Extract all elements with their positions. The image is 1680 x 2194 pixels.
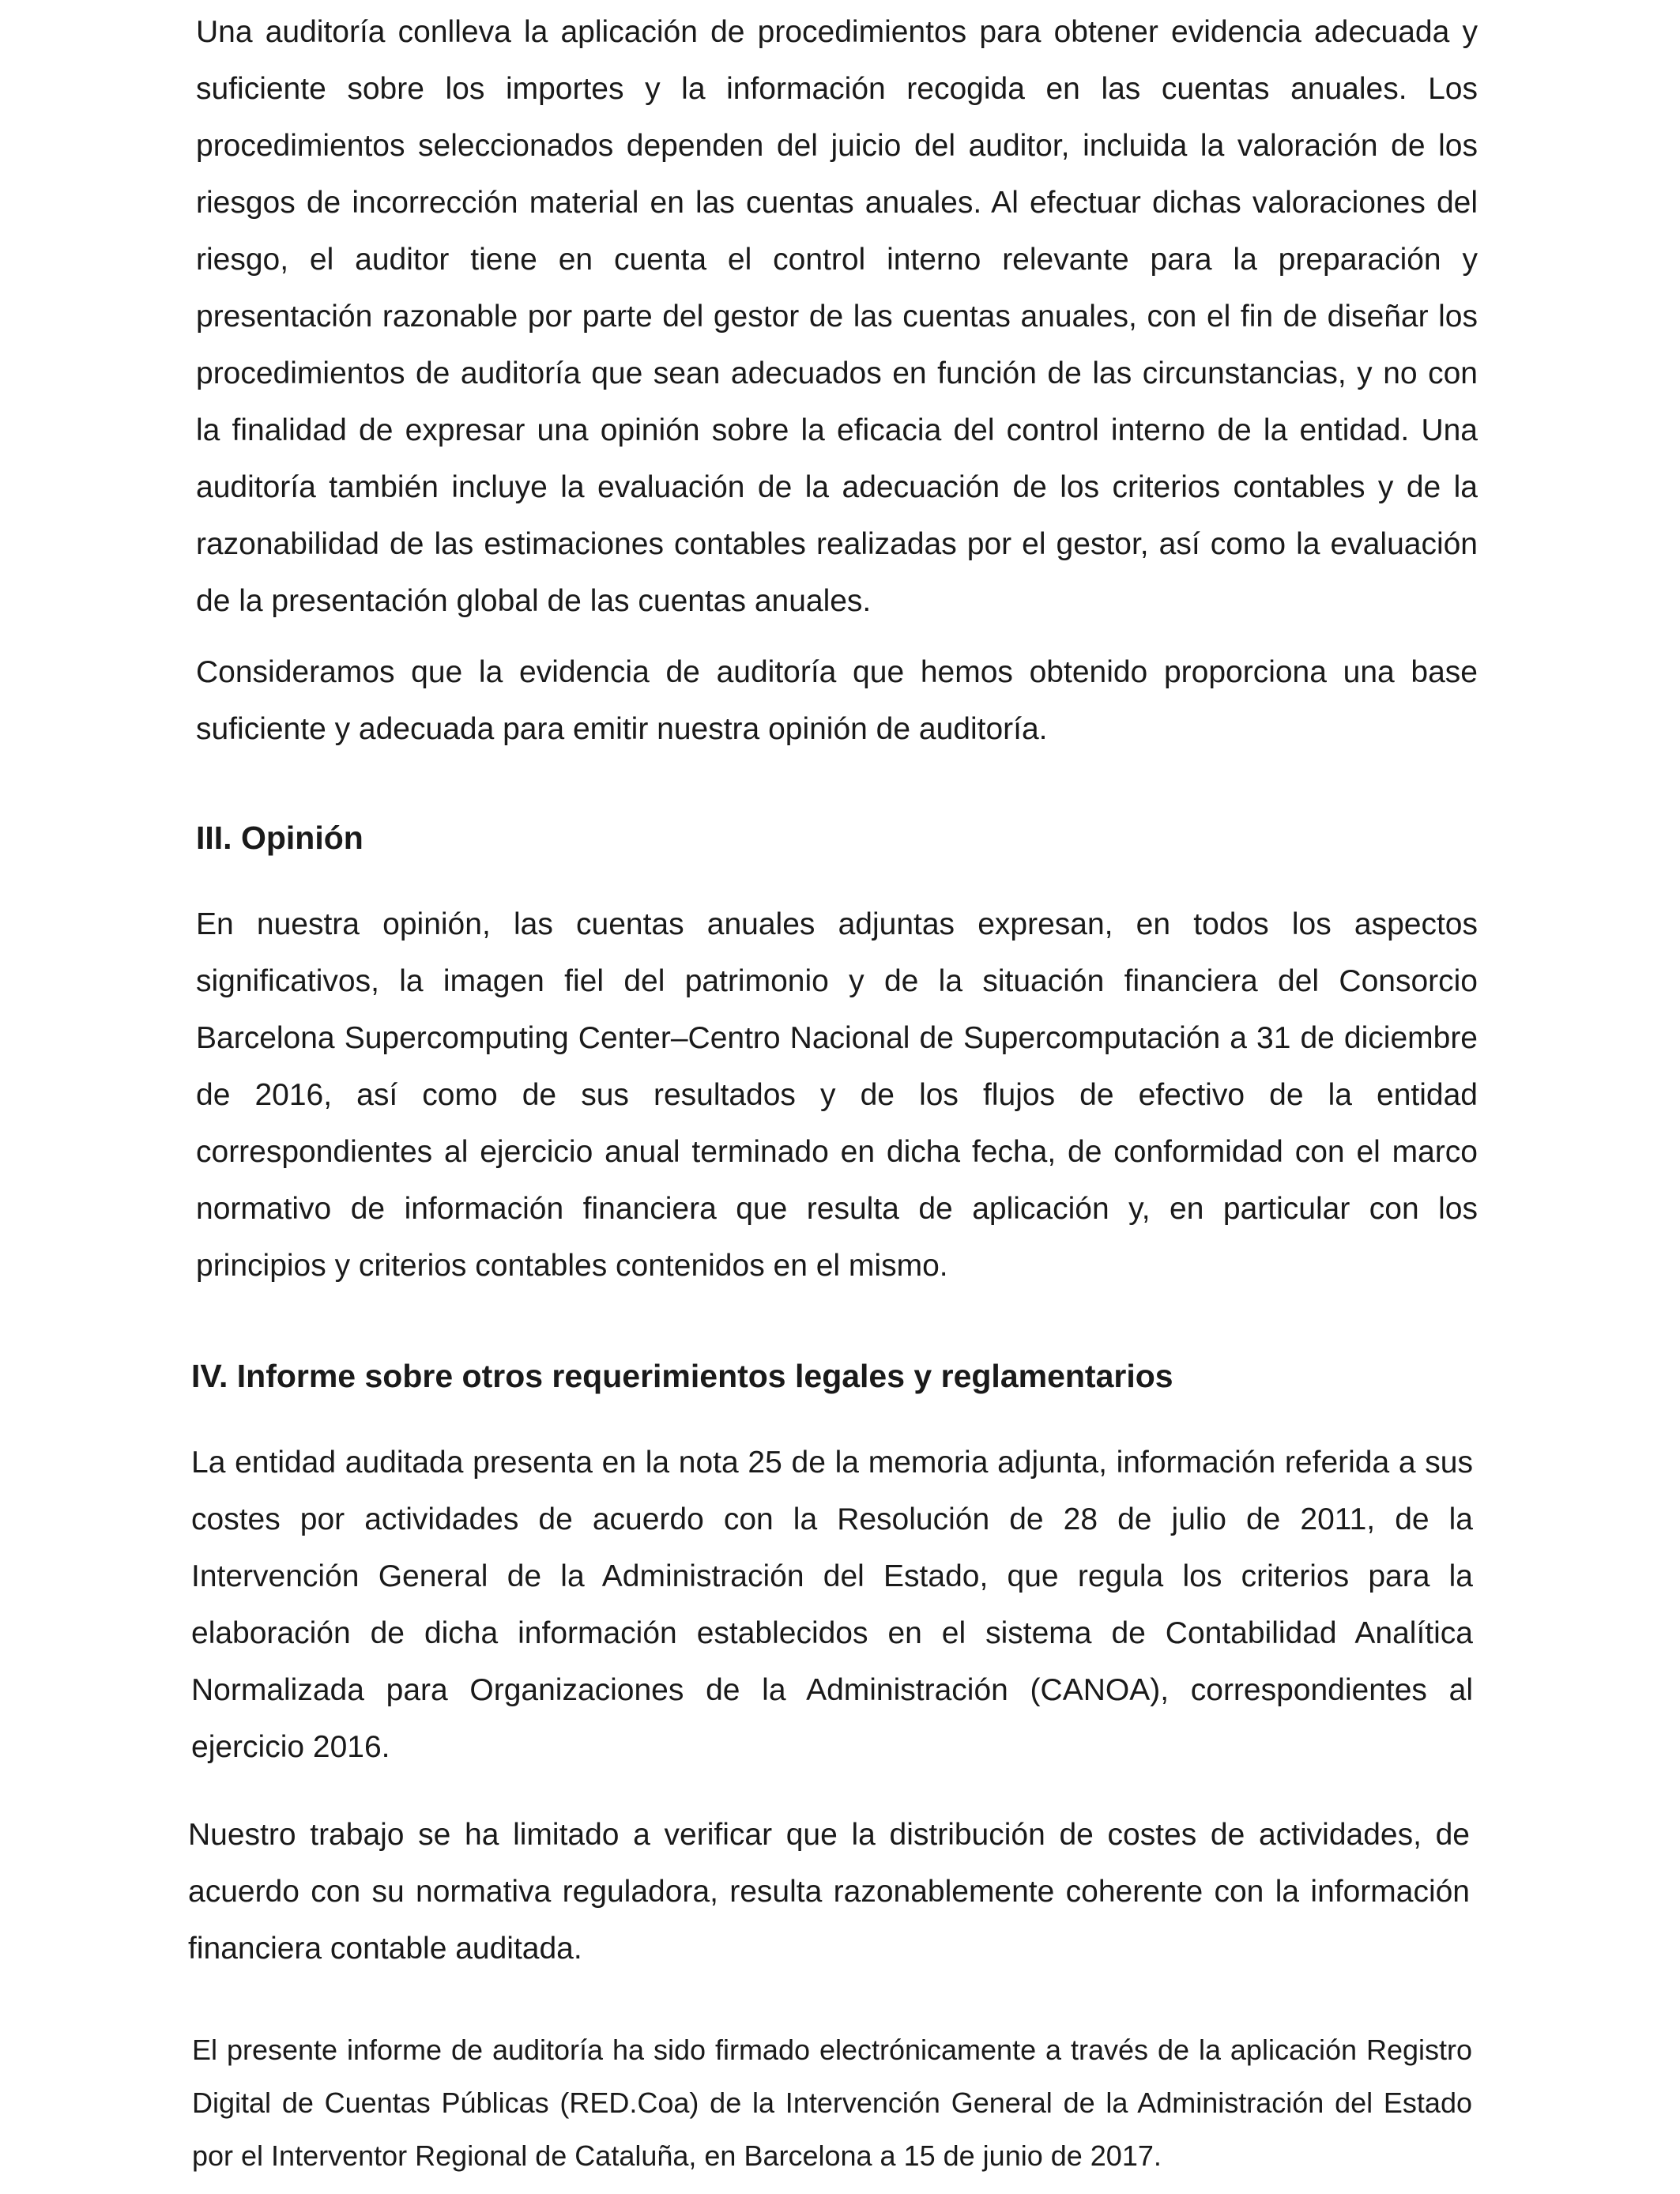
work-scope-paragraph: Nuestro trabajo se ha limitado a verificar que la distribución de costes de actividades, de acuerdo con su normativa reguladora, resulta razonablemente coherente con la información financiera contable auditada. xyxy=(188,1818,1470,1966)
opinion-paragraph: En nuestra opinión, las cuentas anuales adjuntas expresan, en todos los aspectos significativos, la imagen fiel del patrimonio y de la situación financiera del Consorcio Barcelona Supercomputing Center–Centro Nacional de Supercomputación a 31 de diciembre de 2016, así como de sus resultados y de los flujos de efectivo de la entidad correspondientes al ejercicio anual terminado en dicha fecha, de conformidad con el marco normativo de información financiera que resulta de aplicación y, en particular con los principios y criterios contables contenidos en el mismo. xyxy=(196,907,1478,1283)
audit-procedures-paragraph: Una auditoría conlleva la aplicación de procedimientos para obtener evidencia adecuada y suficiente sobre los importes y la información recogida en las cuentas anuales. Los procedimientos seleccionados dependen del juicio del auditor, incluida la valoración de los riesgos de incorrección material en las cuentas anuales. Al efectuar dichas valoraciones del riesgo, el auditor tiene en cuenta el control interno relevante para la preparación y presentación razonable por parte del gestor de las cuentas anuales, con el fin de diseñar los procedimientos de auditoría que sean adecuados en función de las circunstancias, y no con la finalidad de expresar una opinión sobre la eficacia del control interno de la entidad. Una auditoría también incluye la evaluación de la adecuación de los criterios contables y de la razonabilidad de las estimaciones contables realizadas por el gestor, así como la evaluación de la presentación global de las cuentas anuales. xyxy=(196,15,1478,618)
costs-paragraph: La entidad auditada presenta en la nota 25 de la memoria adjunta, información referida a sus costes por actividades de acuerdo con la Resolución de 28 de julio de 2011, de la Intervención General de la Administración del Estado, que regula los criterios para la elaboración de dicha información establecidos en el sistema de Contabilidad Analítica Normalizada para Organizaciones de la Administración (CANOA), correspondientes al ejercicio 2016. xyxy=(191,1446,1473,1764)
legal-requirements-heading: IV. Informe sobre otros requerimientos legales y reglamentarios xyxy=(191,1358,1173,1394)
signature-note: El presente informe de auditoría ha sido firmado electrónicamente a través de la aplicación Registro Digital de Cuentas Públicas (RED.Coa) de la Intervención General de la Administración del Estado por el Interventor Regional de Cataluña, en Barcelona a 15 de junio de 2017. xyxy=(192,2034,1472,2172)
audit-evidence-paragraph: Consideramos que la evidencia de auditoría que hemos obtenido proporciona una base suficiente y adecuada para emitir nuestra opinión de auditoría. xyxy=(196,655,1478,746)
opinion-heading: III. Opinión xyxy=(196,820,363,856)
